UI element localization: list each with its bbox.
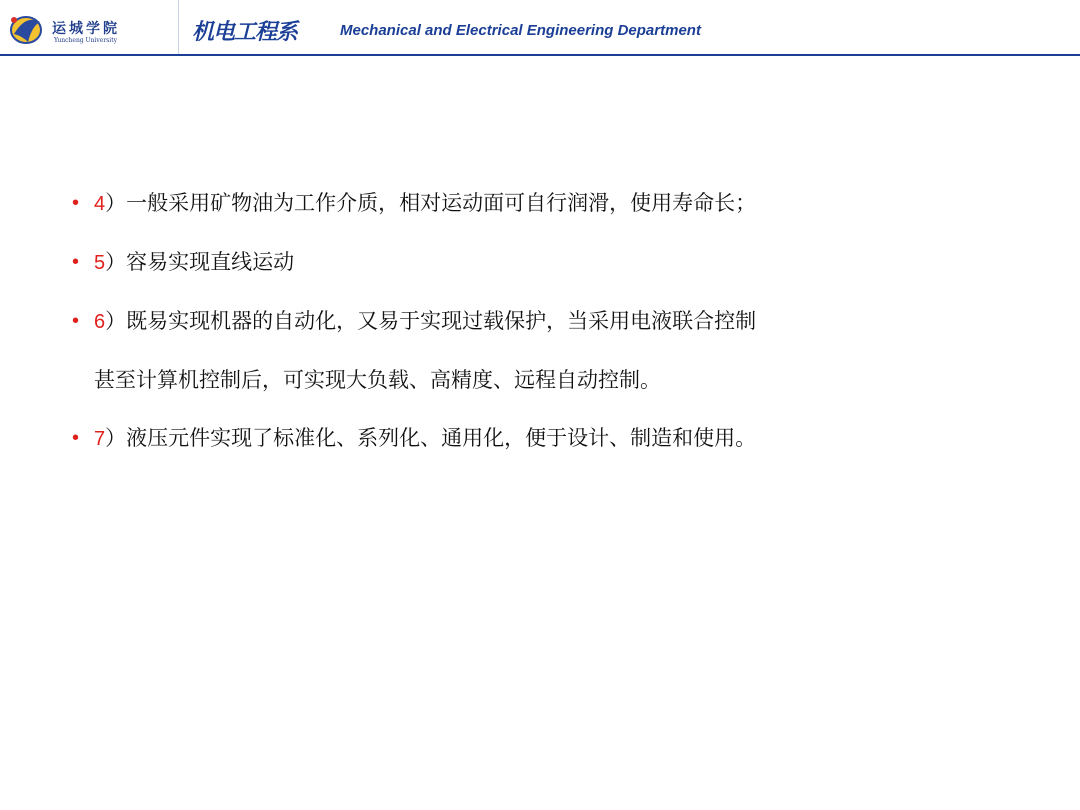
bullet-list	[70, 186, 1030, 480]
university-logo	[6, 12, 156, 52]
item-text-continuation: 甚至计算机控制后，可实现大负载、高精度、远程自动控制。	[94, 368, 661, 392]
university-emblem-icon	[6, 12, 50, 48]
list-item	[70, 304, 1030, 397]
header-underline	[0, 54, 1080, 56]
list-item	[70, 245, 1030, 280]
logo-name-cn: 运城学院	[52, 21, 120, 37]
list-item	[70, 186, 1030, 221]
logo-name-en: Yuncheng University	[54, 37, 118, 44]
list-item	[70, 421, 1030, 456]
item-text: ）一般采用矿物油为工作介质，相对运动面可自行润滑，使用寿命长；	[105, 191, 757, 215]
header-divider	[178, 0, 179, 55]
department-title-cn: 机电工程系	[192, 20, 298, 45]
item-number: 5	[94, 252, 106, 274]
bullet-icon: •	[72, 310, 80, 332]
bullet-icon: •	[72, 427, 80, 449]
item-number: 7	[94, 428, 106, 450]
item-text: ）液压元件实现了标准化、系列化、通用化，便于设计、制造和使用。	[105, 426, 757, 450]
bullet-icon: •	[72, 192, 80, 214]
department-title-en: Mechanical and Electrical Engineering Department	[340, 22, 701, 39]
item-number: 6	[94, 311, 106, 333]
item-text: ）容易实现直线运动	[105, 250, 295, 274]
item-number: 4	[94, 193, 106, 215]
item-text: ）既易实现机器的自动化，又易于实现过载保护，当采用电液联合控制	[105, 309, 757, 333]
bullet-icon: •	[72, 251, 80, 273]
